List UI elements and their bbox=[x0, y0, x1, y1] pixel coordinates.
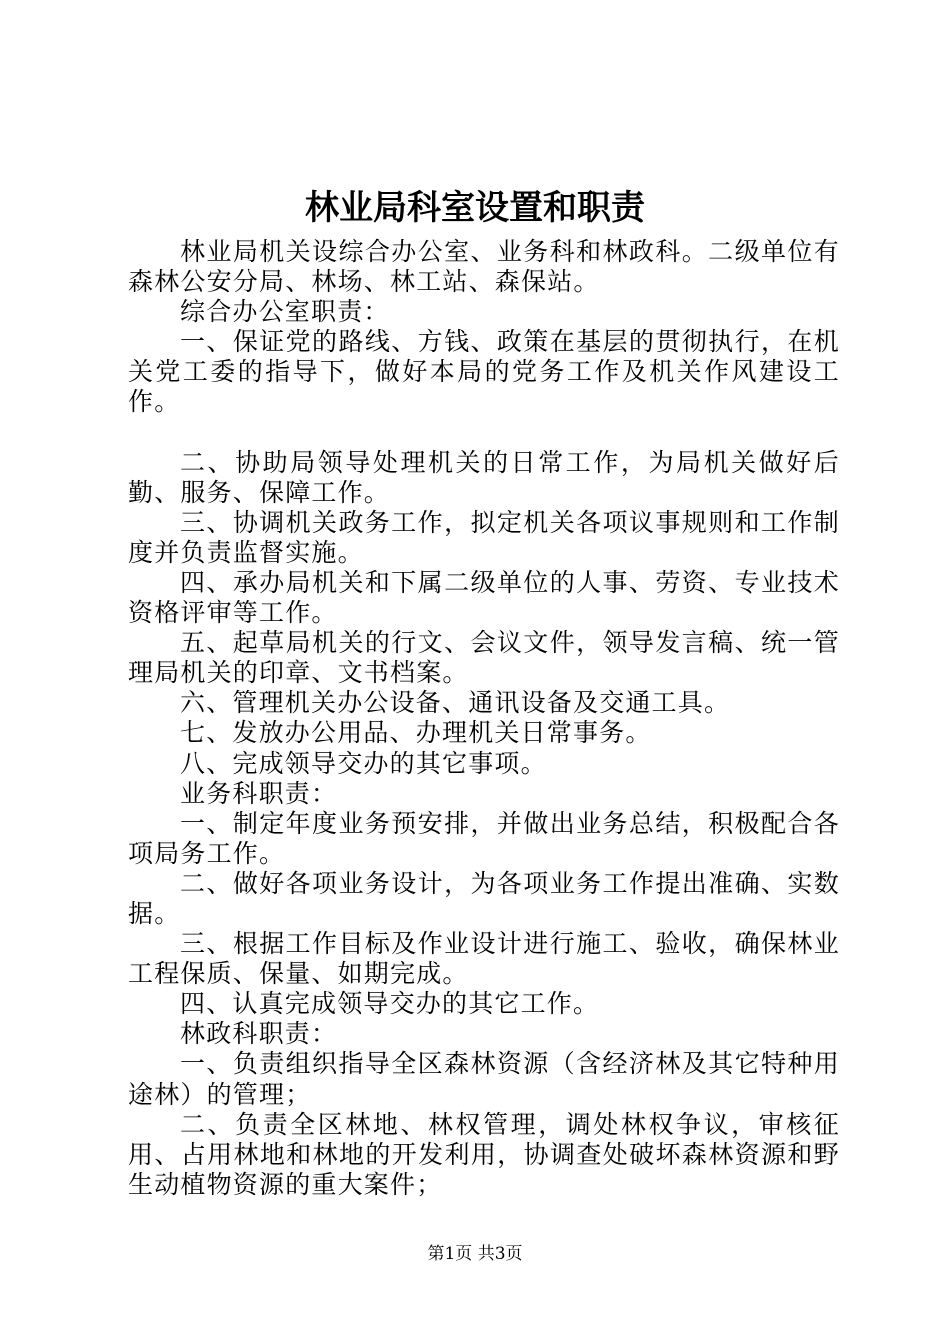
section-heading: 综合办公室职责： bbox=[180, 297, 390, 327]
section-heading: 业务科职责： bbox=[180, 778, 338, 808]
paragraph: 四、承办局机关和下属二级单位的人事、劳资、专业技术资格评审等工作。 bbox=[128, 567, 840, 628]
paragraph: 一、负责组织指导全区森林资源（含经济林及其它特种用途林）的管理； bbox=[128, 1049, 840, 1109]
paragraph: 八、完成领导交办的其它事项。 bbox=[180, 748, 547, 778]
paragraph: 一、制定年度业务预安排，并做出业务总结，积极配合各项局务工作。 bbox=[128, 808, 840, 868]
paragraph: 二、做好各项业务设计，为各项业务工作提出准确、实数据。 bbox=[128, 868, 840, 928]
paragraph: 林业局机关设综合办公室、业务科和林政科。二级单位有森林公安分局、林场、林工站、森保站。 bbox=[128, 237, 840, 297]
paragraph: 七、发放办公用品、办理机关日常事务。 bbox=[180, 718, 652, 748]
page-title: 林业局科室设置和职责 bbox=[305, 188, 645, 228]
blank-line bbox=[128, 418, 840, 448]
paragraph: 三、根据工作目标及作业设计进行施工、验收，确保林业工程保质、保量、如期完成。 bbox=[128, 929, 840, 989]
page-footer: 第1页 共3页 bbox=[427, 1244, 523, 1264]
paragraph: 二、负责全区林地、林权管理，调处林权争议，审核征用、占用林地和林地的开发利用，协调查处破坏森林资源和野生动植物资源的重大案件； bbox=[128, 1109, 840, 1199]
document-body bbox=[128, 237, 840, 1200]
paragraph: 一、保证党的路线、方钱、政策在基层的贯彻执行，在机关党工委的指导下，做好本局的党务工作及机关作风建设工作。 bbox=[128, 327, 840, 417]
section-heading: 林政科职责： bbox=[180, 1019, 338, 1049]
paragraph: 三、协调机关政务工作，拟定机关各项议事规则和工作制度并负责监督实施。 bbox=[128, 507, 840, 567]
paragraph: 二、协助局领导处理机关的日常工作，为局机关做好后勤、服务、保障工作。 bbox=[128, 447, 840, 507]
paragraph: 五、起草局机关的行文、会议文件，领导发言稿、统一管理局机关的印章、文书档案。 bbox=[128, 628, 840, 688]
paragraph: 四、认真完成领导交办的其它工作。 bbox=[180, 989, 600, 1019]
paragraph: 六、管理机关办公设备、通讯设备及交通工具。 bbox=[180, 688, 731, 718]
